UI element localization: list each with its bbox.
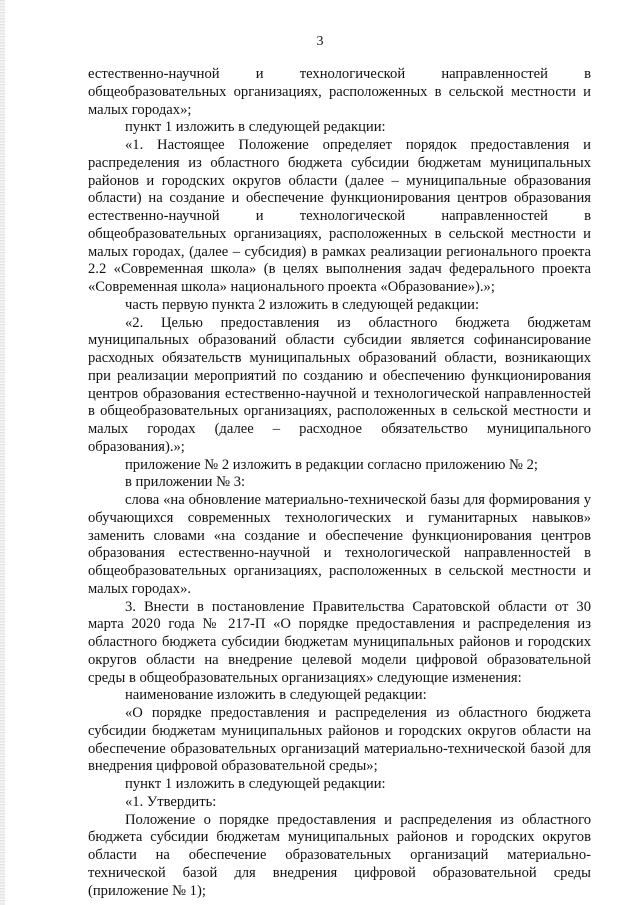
paragraph-6: приложение № 2 изложить в редакции согласно приложению № 2;	[125, 456, 538, 473]
paragraph-7: в приложении № 3:	[125, 474, 246, 491]
paragraph-3: «1. Настоящее Положение определяет порядок предоставления и распределения из областного бюджета субсидии бюджетам муниципальных районов и городских округов области (далее – муниципальные образования области) на создание и обеспечение функционирования центров образования естественно-научной и технологической направленностей в общеобразовательных организациях, расположенных в сельской местности и малых городах, (далее – субсидия) в рамках реализации регионального проекта 2.2 «Современная школа» (в целях выполнения задач федерального проекта «Современная школа» национального проекта «Образование»).»;	[88, 137, 591, 295]
document-body	[88, 66, 591, 900]
paragraph-8: слова «на обновление материально-технической базы для формирования у обучающихся современных технологических и гуманитарных навыков» заменить словами «на создание и обеспечение функционирования центров образования естественно-научной и технологической направленностей в общеобразовательных организациях, расположенных в сельской местности и малых городах».	[88, 492, 591, 597]
scan-edge	[0, 0, 5, 905]
paragraph-11: «О порядке предоставления и распределения из областного бюджета субсидии бюджетам муниципальных районов и городских округов области на обеспечение образовательных организаций материально-технической базой для внедрения цифровой образовательной среды»;	[88, 705, 591, 775]
paragraph-4: часть первую пункта 2 изложить в следующей редакции:	[125, 296, 480, 313]
paragraph-14: Положение о порядке предоставления и распределения из областного бюджета субсидии бюджетам муниципальных районов и городских округов области на обеспечение образовательных организаций материально-технической базой для внедрения цифровой образовательной среды (приложение № 1);	[88, 811, 591, 899]
paragraph-9: 3. Внести в постановление Правительства Саратовской области от 30 марта 2020 года № 217-П «О порядке предоставления и распределения из областного бюджета субсидии бюджетам муниципальных районов и городских округов области на внедрение целевой модели цифровой образовательной среды в общеобразовательных организациях» следующие изменения:	[88, 598, 591, 686]
paragraph-1: естественно-научной и технологической направленностей в общеобразовательных организациях, расположенных в сельской местности и малых городах»;	[88, 66, 591, 118]
paragraph-2: пункт 1 изложить в следующей редакции:	[125, 119, 386, 136]
page-number: 3	[316, 34, 324, 49]
paragraph-10: наименование изложить в следующей редакции:	[125, 687, 427, 704]
paragraph-5: «2. Целью предоставления из областного бюджета бюджетам муниципальных образований области субсидии является софинансирование расходных обязательств муниципальных образований области, возникающих при реализации мероприятий по созданию и обеспечению функционирования центров образования естественно-научной и технологической направленностей в общеобразовательных организациях, расположенных в сельской местности и малых городах (далее – расходное обязательство муниципального образования).»;	[88, 314, 591, 455]
paragraph-12: пункт 1 изложить в следующей редакции:	[125, 776, 386, 792]
paragraph-13: «1. Утвердить:	[125, 793, 217, 810]
